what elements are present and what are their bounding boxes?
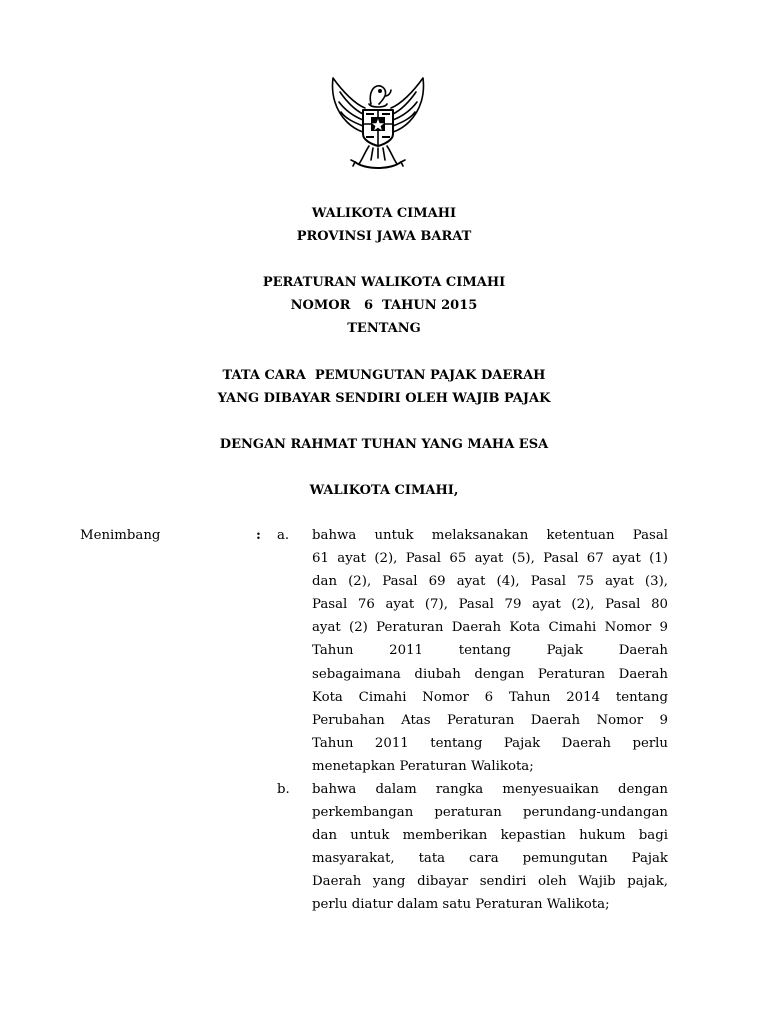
considering-colon: : [256, 528, 261, 543]
regulation-subject [0, 364, 768, 410]
authority-name: WALIKOTA CIMAHI [311, 206, 457, 221]
subject-line-2: YANG DIBAYAR SENDIRI OLEH WAJIB PAJAK [217, 391, 551, 406]
signatory-text: WALIKOTA CIMAHI, [309, 483, 459, 498]
item-a-line: ayat (2) Peraturan Daerah Kota Cimahi Nomor 9 [312, 620, 668, 636]
item-b-line: Daerah yang dibayar sendiri oleh Wajib pajak, [312, 874, 668, 890]
item-a-line: dan (2), Pasal 69 ayat (4), Pasal 75 ayat (3), [312, 574, 668, 590]
regulation-title: PERATURAN WALIKOTA CIMAHI [262, 275, 506, 290]
considering-item-a [312, 524, 668, 778]
considering-item-b [312, 778, 668, 917]
item-a-line: Kota Cimahi Nomor 6 Tahun 2014 tentang [312, 689, 668, 705]
invocation-text: DENGAN RAHMAT TUHAN YANG MAHA ESA [219, 437, 549, 452]
item-a-line: bahwa untuk melaksanakan ketentuan Pasal [312, 528, 668, 543]
item-a-line: menetapkan Peraturan Walikota; [312, 758, 534, 774]
regulation-heading [0, 271, 768, 340]
regulation-number: NOMOR 6 TAHUN 2015 [290, 298, 478, 313]
province-name: PROVINSI JAWA BARAT [296, 229, 472, 244]
about-label: TENTANG [347, 321, 421, 336]
subject-line-1: TATA CARA PEMUNGUTAN PAJAK DAERAH [222, 368, 546, 383]
signatory-heading [0, 479, 768, 502]
item-b-line: perlu diatur dalam satu Peraturan Walikota; [312, 897, 610, 913]
item-marker-b: b. [277, 782, 290, 797]
item-a-line: 61 ayat (2), Pasal 65 ayat (5), Pasal 67 ayat (1) [312, 551, 668, 567]
item-a-line: sebagaimana diubah dengan Peraturan Daerah [312, 666, 668, 682]
item-marker-a: a. [277, 528, 290, 543]
item-b-line: masyarakat, tata cara pemungutan Pajak [312, 851, 668, 867]
invocation [0, 433, 768, 456]
item-a-line: Tahun 2011 tentang Pajak Daerah [312, 643, 668, 659]
item-a-line: Tahun 2011 tentang Pajak Daerah perlu [312, 735, 668, 751]
item-b-line: perkembangan peraturan perundang-undangan [312, 805, 668, 821]
garuda-pancasila-emblem-icon [325, 74, 431, 174]
considering-label: Menimbang [80, 528, 161, 543]
issuing-authority [0, 202, 768, 248]
item-b-line: dan untuk memberikan kepastian hukum bagi [312, 828, 668, 844]
item-b-line: bahwa dalam rangka menyesuaikan dengan [312, 782, 668, 797]
item-a-line: Pasal 76 ayat (7), Pasal 79 ayat (2), Pasal 80 [312, 597, 668, 613]
item-a-line: Perubahan Atas Peraturan Daerah Nomor 9 [312, 712, 668, 728]
